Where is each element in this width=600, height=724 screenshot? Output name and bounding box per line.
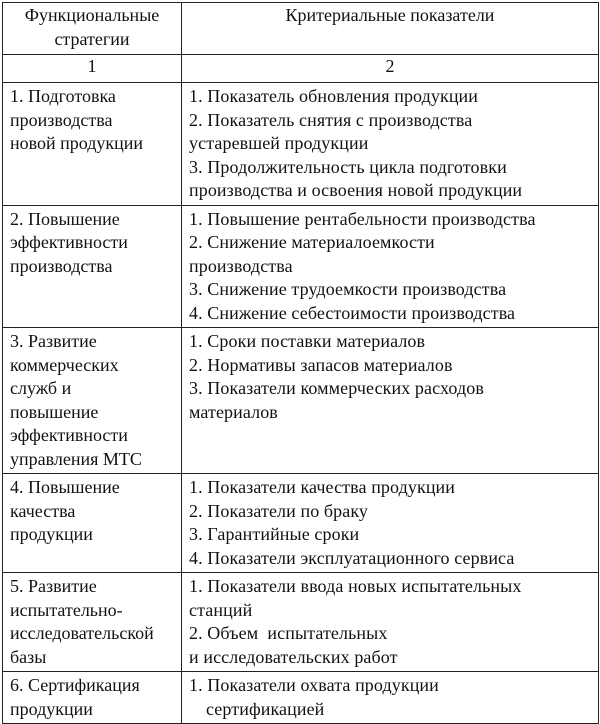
criteria-line: 4. Показатели эксплуатационного сервиса — [189, 547, 515, 568]
strategy-line: 2. Повышение — [10, 208, 120, 229]
strategy-line: базы — [10, 646, 47, 667]
header-row — [3, 3, 599, 55]
criteria-line: 4. Снижение себестоимости производства — [189, 302, 516, 323]
strategy-line: 3. Развитие — [10, 331, 97, 351]
strategy-line: производства — [10, 109, 113, 130]
header-cell-criteria — [182, 3, 599, 55]
criteria-line: 2. Объем испытательных — [189, 623, 388, 643]
header-line: Функциональные — [24, 5, 160, 25]
strategy-line: повышение — [10, 401, 99, 422]
column-number: 1 — [3, 55, 182, 83]
criteria-line: 2. Снижение материалоемкости — [189, 232, 435, 252]
criteria-cell — [182, 205, 599, 328]
criteria-line: 2. Нормативы запасов материалов — [189, 354, 453, 375]
criteria-cell — [182, 672, 599, 724]
strategy-line: 1. Подготовка — [10, 86, 116, 106]
criteria-line: 1. Показатели ввода новых испытательных — [189, 576, 522, 596]
strategy-line: управления МТС — [10, 448, 142, 469]
strategy-line: новой продукции — [10, 133, 144, 153]
criteria-line: 3. Снижение трудоемкости производства — [189, 279, 507, 299]
strategy-cell — [3, 328, 182, 474]
strategy-line: служб и — [10, 378, 72, 398]
criteria-cell — [182, 573, 599, 672]
criteria-line: 1. Повышение рентабельности производства — [189, 208, 536, 229]
criteria-line: 1. Сроки поставки материалов — [189, 331, 426, 351]
criteria-line: 1. Показатели качества продукции — [189, 477, 456, 497]
strategy-line: 6. Сертификация — [10, 675, 140, 695]
strategy-cell — [3, 474, 182, 573]
strategy-cell — [3, 205, 182, 328]
table-row — [3, 205, 599, 328]
criteria-cell — [182, 328, 599, 474]
criteria-cell — [182, 474, 599, 573]
criteria-line: 2. Показатель снятия с производства — [189, 109, 473, 130]
strategy-line: продукции — [10, 698, 93, 719]
strategy-cell — [3, 83, 182, 206]
table-row — [3, 672, 599, 724]
criteria-line: производства и освоения новой продукции — [189, 180, 523, 200]
column-number-row — [3, 55, 599, 83]
table-row — [3, 474, 599, 573]
criteria-cell — [182, 83, 599, 206]
criteria-line: сертификацией — [206, 698, 325, 719]
criteria-line: 1. Показатель обновления продукции — [189, 86, 479, 106]
strategy-criteria-table — [2, 2, 599, 724]
table-row — [3, 573, 599, 672]
criteria-line: 1. Показатели охвата продукции — [189, 675, 439, 695]
criteria-line: 3. Гарантийные сроки — [189, 524, 360, 544]
strategy-line: коммерческих — [10, 354, 119, 375]
criteria-line: производства — [189, 255, 293, 276]
criteria-line: 3. Продолжительность цикла подготовки — [189, 156, 507, 177]
strategy-cell — [3, 573, 182, 672]
column-number: 2 — [182, 55, 599, 83]
strategy-line: испытательно- — [10, 599, 123, 620]
table-row — [3, 83, 599, 206]
strategy-line: продукции — [10, 524, 93, 544]
header-line: Критериальные показатели — [285, 5, 495, 25]
table-row — [3, 328, 599, 474]
header-cell-strategies — [3, 3, 182, 55]
criteria-line: 3. Показатели коммерческих расходов — [189, 378, 484, 398]
criteria-line: станций — [189, 599, 253, 620]
strategy-line: производства — [10, 255, 113, 276]
header-line: стратегии — [54, 28, 130, 49]
strategy-line: 4. Повышение — [10, 477, 120, 497]
criteria-line: устаревшей продукции — [189, 133, 369, 153]
criteria-line: 2. Показатели по браку — [189, 500, 369, 521]
strategy-line: эффективности — [10, 232, 128, 252]
strategy-line: эффективности — [10, 425, 128, 445]
criteria-line: и исследовательских работ — [189, 646, 398, 667]
strategy-line: исследовательской — [10, 623, 154, 643]
strategy-line: 5. Развитие — [10, 576, 97, 596]
strategy-line: качества — [10, 500, 76, 521]
strategy-cell — [3, 672, 182, 724]
criteria-line: материалов — [189, 401, 278, 422]
